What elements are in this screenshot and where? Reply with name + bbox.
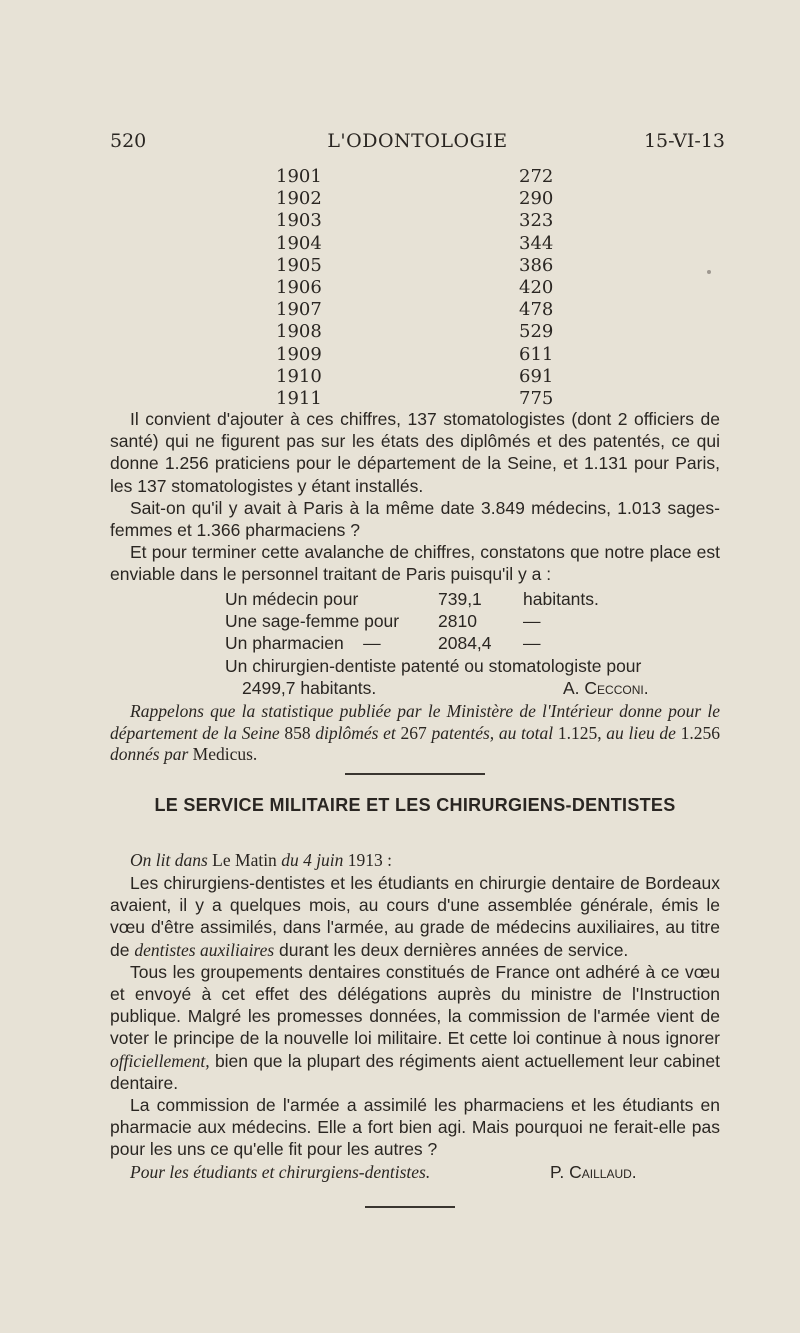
table-row bbox=[0, 366, 800, 388]
paragraph bbox=[110, 872, 720, 961]
year-cell: 1911 bbox=[276, 387, 322, 409]
paragraph bbox=[110, 961, 720, 1094]
note-number: 858 bbox=[284, 722, 311, 743]
table-row bbox=[225, 632, 725, 654]
year-cell: 1908 bbox=[276, 321, 322, 343]
year-cell: 1903 bbox=[276, 210, 322, 232]
ratio-unit: — bbox=[523, 633, 541, 654]
editor-note bbox=[110, 701, 720, 766]
emphasis-text: dentistes auxiliaires bbox=[134, 939, 275, 960]
paragraph-text: Tous les groupements dentaires constitués de France ont adhéré à ce vœu et envoyé à cet effet des délégations auprès du ministre de l'Instruction publique. Malgré les promesses données, la commission de l'armée vient de voter le principe de la nouvelle loi militaire. Et cette loi continue à nous ignorer bbox=[110, 961, 720, 1049]
table-row bbox=[225, 677, 725, 699]
end-divider bbox=[365, 1206, 455, 1208]
section-divider bbox=[345, 773, 485, 775]
paragraph-text: bien que la plupart des régiments aient actuellement leur cabinet dentaire. bbox=[110, 1050, 720, 1093]
table-row bbox=[225, 588, 725, 610]
author-signature: P. Caillaud. bbox=[550, 1161, 637, 1182]
paragraph: La commission de l'armée a assimilé les pharmaciens et les étudiants en pharmacie aux médecins. Elle a fort bien agi. Mais pourquoi ne ferait-elle pas pour les uns ce qu'elle fit pour les autres ? bbox=[110, 1095, 720, 1160]
year-cell: 1902 bbox=[276, 188, 322, 210]
value-cell: 386 bbox=[519, 254, 554, 276]
table-row bbox=[0, 299, 800, 321]
year-cell: 1901 bbox=[276, 166, 322, 187]
page-speck bbox=[707, 270, 711, 274]
year-cell: 1910 bbox=[276, 365, 322, 387]
ratio-table bbox=[225, 588, 725, 699]
year-cell: 1909 bbox=[276, 343, 322, 365]
note-number: 1.256 bbox=[680, 722, 721, 743]
running-header bbox=[110, 130, 725, 156]
ratio-unit: — bbox=[523, 611, 541, 632]
note-paragraph bbox=[110, 701, 720, 766]
year-cell: 1905 bbox=[276, 254, 322, 276]
value-cell: 290 bbox=[519, 188, 554, 210]
note-number: 1.125, bbox=[557, 722, 602, 743]
emphasis-text: officiellement, bbox=[110, 1050, 210, 1071]
ratio-unit: habitants. bbox=[523, 589, 599, 609]
years-table bbox=[0, 166, 800, 410]
source-line bbox=[110, 850, 720, 872]
table-row bbox=[0, 166, 800, 188]
ratio-chir-value: 2499,7 habitants. bbox=[242, 677, 377, 698]
source-text: On lit dans bbox=[130, 850, 208, 870]
ratio-chir-label: Un chirurgien-dentiste patenté ou stomatologiste pour bbox=[225, 655, 642, 676]
source-paragraph bbox=[110, 850, 720, 872]
table-row bbox=[0, 188, 800, 210]
source-date: 4 juin bbox=[303, 850, 344, 870]
value-cell: 529 bbox=[519, 321, 554, 343]
value-cell: 478 bbox=[519, 299, 554, 321]
journal-title: L'ODONTOLOGIE bbox=[327, 130, 508, 152]
table-row bbox=[0, 388, 800, 410]
issue-date: 15-VI-13 bbox=[643, 130, 725, 152]
ratio-label: Un médecin pour bbox=[225, 589, 359, 609]
article-body bbox=[110, 872, 720, 1183]
table-row bbox=[0, 344, 800, 366]
value-cell: 420 bbox=[519, 276, 554, 298]
ratio-value: 739,1 bbox=[438, 589, 482, 609]
page-number: 520 bbox=[110, 130, 147, 152]
note-text: donnés par bbox=[110, 744, 189, 764]
note-number: Medicus. bbox=[192, 744, 258, 764]
table-row bbox=[225, 610, 725, 632]
source-year: 1913 : bbox=[347, 850, 393, 870]
closing-line bbox=[110, 1161, 720, 1183]
value-cell: 323 bbox=[519, 210, 554, 232]
ratio-label: Un pharmacien — bbox=[225, 633, 381, 654]
source-text: du bbox=[281, 850, 299, 870]
note-text: Rappelons que la statistique publiée par le Ministère de l'Intérieur donne pour le département de la Seine bbox=[110, 701, 720, 743]
table-row bbox=[0, 255, 800, 277]
value-cell: 691 bbox=[519, 365, 554, 387]
year-cell: 1907 bbox=[276, 299, 322, 321]
ratio-label: Une sage-femme pour bbox=[225, 611, 400, 632]
paragraph: Il convient d'ajouter à ces chiffres, 137 stomatologistes (dont 2 officiers de santé) qui ne figurent pas sur les états des diplômés et des patentés, ce qui donne 1.256 praticiens pour le département de la Seine, et 1.131 pour Paris, les 137 stomatologistes y étant installés. bbox=[110, 409, 720, 496]
ratio-value: 2810 bbox=[438, 611, 477, 632]
paragraph-text: durant les deux dernières années de service. bbox=[279, 939, 629, 960]
paragraph-text: Les chirurgiens-dentistes et les étudiants en chirurgie dentaire de Bordeaux avaient, il y a quelques mois, au cours d'une assemblée générale, émis le vœu d'être assimilés, dans l'armée, au grade de médecins auxiliaires, au titre de bbox=[110, 873, 720, 960]
closing-text: Pour les étudiants et chirurgiens-dentistes. bbox=[130, 1161, 431, 1182]
note-text: au lieu de bbox=[606, 722, 676, 743]
value-cell: 611 bbox=[519, 343, 554, 365]
table-row bbox=[0, 321, 800, 343]
note-text: diplômés et bbox=[315, 722, 396, 743]
table-row bbox=[0, 277, 800, 299]
newspaper-name: Le Matin bbox=[212, 850, 277, 870]
paragraph: Sait-on qu'il y avait à Paris à la même date 3.849 médecins, 1.013 sages-femmes et 1.366 pharmaciens ? bbox=[110, 497, 720, 541]
year-cell: 1906 bbox=[276, 276, 322, 298]
table-row bbox=[0, 233, 800, 255]
note-number: 267 bbox=[400, 722, 427, 743]
section-heading: LE SERVICE MILITAIRE ET LES CHIRURGIENS-DENTISTES bbox=[154, 795, 676, 815]
ratio-value: 2084,4 bbox=[438, 633, 492, 654]
paragraph: Et pour terminer cette avalanche de chiffres, constatons que notre place est enviable dans le personnel traitant de Paris puisqu'il y a : bbox=[110, 542, 720, 585]
author-signature: A. Cecconi. bbox=[563, 677, 649, 698]
year-cell: 1904 bbox=[276, 232, 322, 254]
note-text: patentés, au total bbox=[431, 722, 554, 743]
value-cell: 272 bbox=[519, 166, 554, 187]
value-cell: 775 bbox=[519, 387, 554, 409]
value-cell: 344 bbox=[519, 232, 554, 254]
table-row bbox=[0, 210, 800, 232]
body-paragraphs bbox=[110, 408, 720, 586]
